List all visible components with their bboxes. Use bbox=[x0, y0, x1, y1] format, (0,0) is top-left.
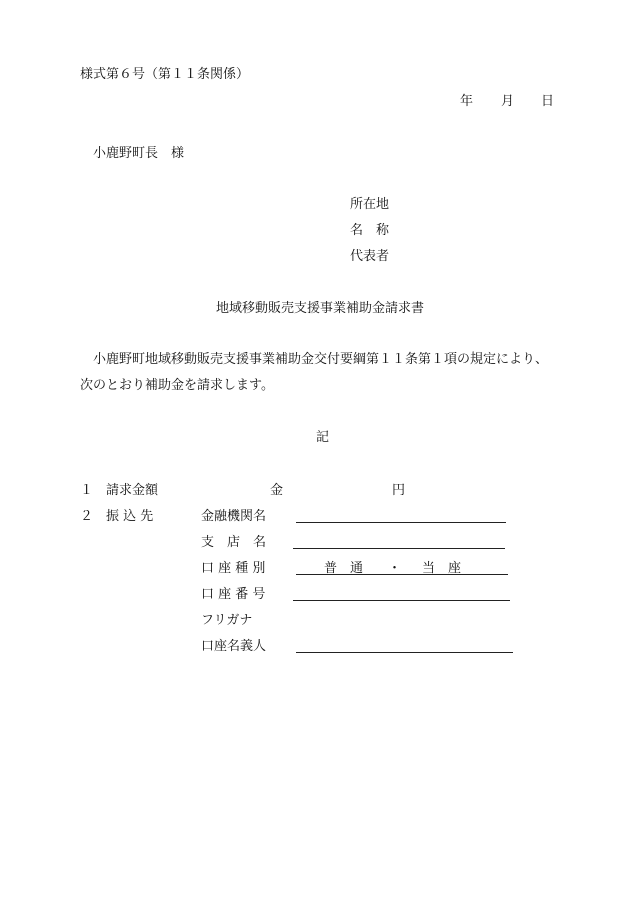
body-text-line-2: 次のとおり補助金を請求します。 bbox=[80, 378, 274, 393]
account-holder-field[interactable] bbox=[296, 652, 513, 653]
item1-en: 円 bbox=[392, 483, 406, 498]
account-type-underline bbox=[296, 574, 508, 575]
date-month-label: 月 bbox=[501, 94, 515, 109]
applicant-address-label: 所在地 bbox=[350, 197, 390, 212]
account-type-separator: ・ bbox=[388, 561, 402, 576]
bank-name-field[interactable] bbox=[296, 522, 506, 523]
document-title: 地域移動販売支援事業補助金請求書 bbox=[216, 301, 425, 316]
date-day-label: 日 bbox=[541, 94, 555, 109]
applicant-name-label: 名 称 bbox=[350, 223, 390, 238]
account-type-checking[interactable]: 当 座 bbox=[422, 561, 462, 576]
branch-label: 支 店 名 bbox=[201, 535, 267, 550]
item1-kin: 金 bbox=[270, 483, 284, 498]
item1-label: 請求金額 bbox=[106, 483, 159, 498]
account-number-field[interactable] bbox=[293, 600, 510, 601]
ki-heading: 記 bbox=[316, 430, 330, 445]
date-year-label: 年 bbox=[460, 94, 474, 109]
bank-name-label: 金融機関名 bbox=[201, 509, 267, 524]
applicant-representative-label: 代表者 bbox=[350, 249, 390, 264]
account-type-ordinary[interactable]: 普 通 bbox=[324, 561, 364, 576]
form-label: 様式第６号（第１１条関係） bbox=[80, 67, 250, 82]
account-holder-label: 口座名義人 bbox=[201, 639, 267, 654]
furigana-label: フリガナ bbox=[201, 613, 253, 628]
account-number-label: 口 座 番 号 bbox=[201, 587, 266, 602]
branch-field[interactable] bbox=[293, 548, 505, 549]
item1-number: １ bbox=[80, 483, 94, 498]
item2-number: ２ bbox=[80, 509, 94, 524]
addressee: 小鹿野町長 様 bbox=[93, 146, 185, 161]
item2-label: 振 込 先 bbox=[106, 509, 154, 524]
body-text-line-1: 小鹿野町地域移動販売支援事業補助金交付要綱第１１条第１項の規定により、 bbox=[93, 352, 549, 367]
account-type-label: 口 座 種 別 bbox=[201, 561, 266, 576]
